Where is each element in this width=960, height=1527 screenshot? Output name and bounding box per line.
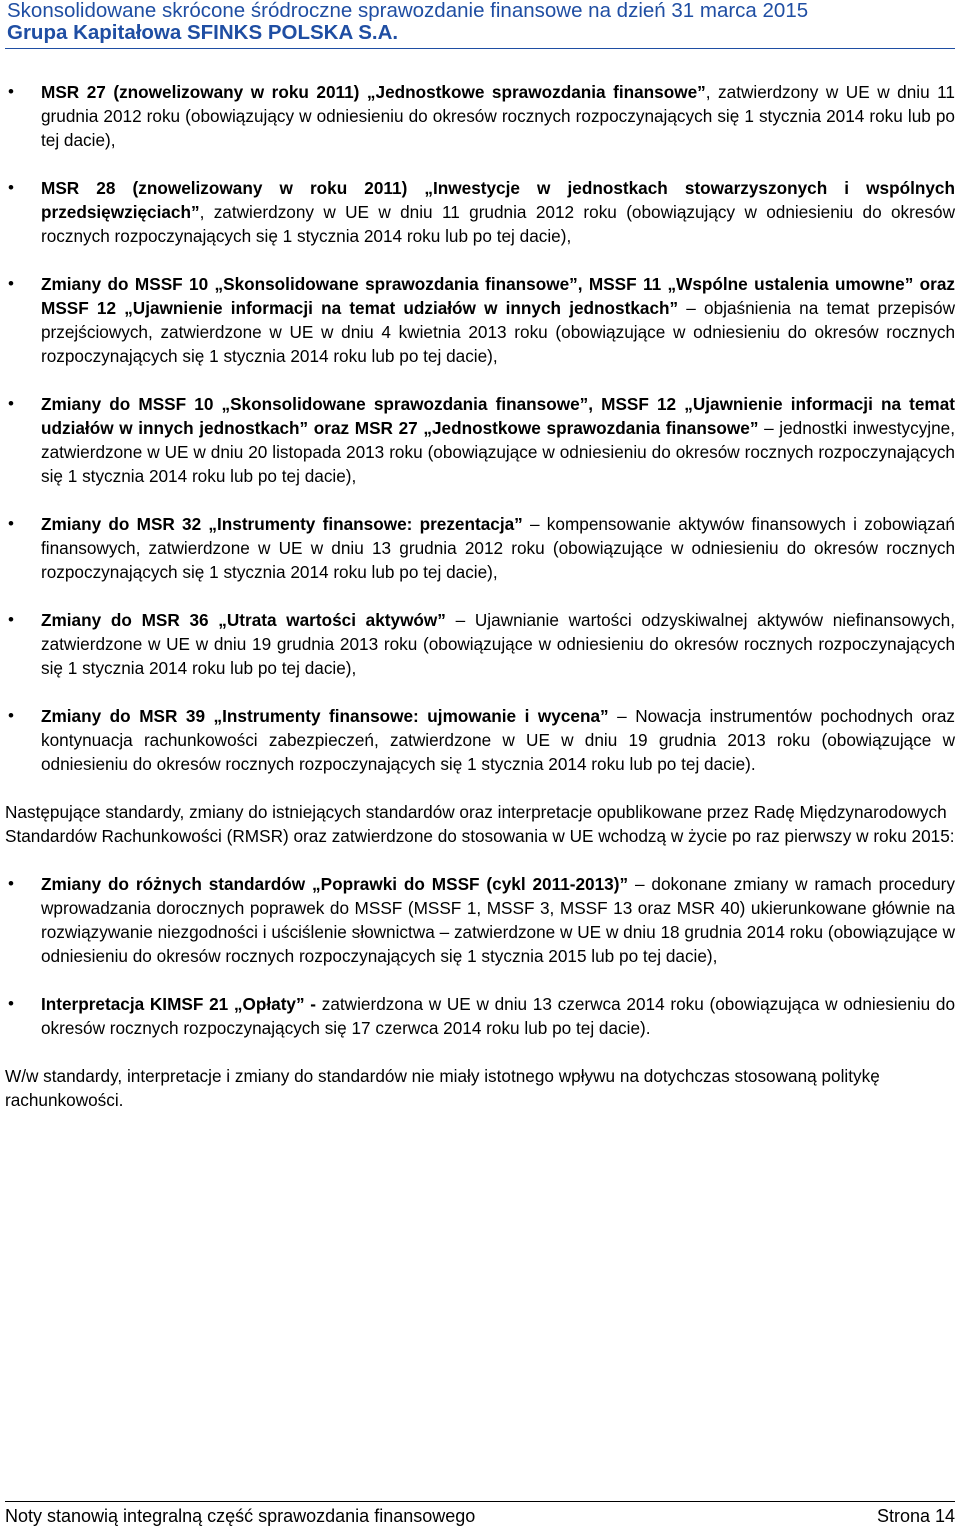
list-item: • Zmiany do MSSF 10 „Skonsolidowane sprawozdania finansowe”, MSSF 11 „Wspólne ustalenia umowne” oraz MSSF 12 „Ujawnienie informacji na temat udziałów w innych jednostkach” – objaśnienia na temat przepisów przejściowych, zatwierdzone w UE w dniu 4 kwietnia 2013 roku (obowiązujące w odniesieniu do okresów rocznych rozpoczynających się 1 stycznia 2014 roku lub po tej dacie), [5, 272, 955, 368]
page-number: Strona 14 [876, 1506, 955, 1526]
footer-note: Noty stanowią integralną część sprawozdania finansowego [5, 1506, 476, 1526]
report-title: Skonsolidowane skrócone śródroczne sprawozdanie finansowe na dzień 31 marca 2015 [7, 0, 809, 22]
company-name: Grupa Kapitałowa SFINKS POLSKA S.A. [7, 21, 399, 44]
list-item: • Zmiany do MSR 36 „Utrata wartości aktywów” – Ujawnianie wartości odzyskiwalnej aktywów niefinansowych, zatwierdzone w UE w dniu 19 grudnia 2013 roku (obowiązujące w odniesieniu do okresów rocznych rozpoczynających się 1 stycznia 2014 roku lub po tej dacie), [5, 608, 955, 680]
list-item: • MSR 27 (znowelizowany w roku 2011) „Jednostkowe sprawozdania finansowe”, zatwierdzony w UE w dniu 11 grudnia 2012 roku (obowiązujący w odniesieniu do okresów rocznych rozpoczynających się 1 stycznia 2014 roku lub po tej dacie), [5, 80, 955, 152]
list-item: • Interpretacja KIMSF 21 „Opłaty” - zatwierdzona w UE w dniu 13 czerwca 2014 roku (obowiązująca w odniesieniu do okresów rocznych rozpoczynających się 17 czerwca 2014 roku lub po tej dacie). [5, 992, 955, 1040]
list-item: • MSR 28 (znowelizowany w roku 2011) „Inwestycje w jednostkach stowarzyszonych i wspólnych przedsięwzięciach”, zatwierdzony w UE w dniu 11 grudnia 2012 roku (obowiązujący w odniesieniu do okresów rocznych rozpoczynających się 1 stycznia 2014 roku lub po tej dacie), [5, 176, 955, 248]
page-footer [5, 1501, 955, 1527]
header-divider [5, 48, 955, 49]
standards-list-2015 [5, 872, 955, 1040]
page-header [7, 0, 955, 44]
list-item: • Zmiany do MSR 39 „Instrumenty finansowe: ujmowanie i wycena” – Nowacja instrumentów pochodnych oraz kontynuacja rachunkowości zabezpieczeń, zatwierdzone w UE w dniu 19 grudnia 2013 roku (obowiązujące w odniesieniu do okresów rocznych rozpoczynających się 1 stycznia 2014 roku lub po tej dacie). [5, 704, 955, 776]
list-item: • Zmiany do różnych standardów „Poprawki do MSSF (cykl 2011-2013)” – dokonane zmiany w ramach procedury wprowadzania dorocznych poprawek do MSSF (MSSF 1, MSSF 3, MSSF 13 oraz MSR 40) ukierunkowane głównie na rozwiązywanie niezgodności i uściślenie słownictwa – zatwierdzone w UE w dniu 18 grudnia 2014 roku (obowiązujące w odniesieniu do okresów rocznych rozpoczynających się 1 stycznia 2015 lub po tej dacie), [5, 872, 955, 968]
intro-paragraph: Następujące standardy, zmiany do istniejących standardów oraz interpretacje opublikowane przez Radę Międzynarodowych Standardów Rachunkowości (RMSR) oraz zatwierdzone do stosowania w UE wchodzą w życie po raz pierwszy w roku 2015: [5, 802, 955, 846]
closing-paragraph: W/w standardy, interpretacje i zmiany do standardów nie miały istotnego wpływu na dotychczas stosowaną politykę rachunkowości. [5, 1066, 880, 1110]
standards-list-2014 [5, 80, 955, 776]
list-item: • Zmiany do MSR 32 „Instrumenty finansowe: prezentacja” – kompensowanie aktywów finansowych i zobowiązań finansowych, zatwierdzone w UE w dniu 13 grudnia 2012 roku (obowiązujące w odniesieniu do okresów rocznych rozpoczynających się 1 stycznia 2014 roku lub po tej dacie), [5, 512, 955, 584]
main-content [5, 80, 955, 1112]
list-item: • Zmiany do MSSF 10 „Skonsolidowane sprawozdania finansowe”, MSSF 12 „Ujawnienie informacji na temat udziałów w innych jednostkach” oraz MSR 27 „Jednostkowe sprawozdania finansowe” – jednostki inwestycyjne, zatwierdzone w UE w dniu 20 listopada 2013 roku (obowiązujące w odniesieniu do okresów rocznych rozpoczynających się 1 stycznia 2014 roku lub po tej dacie), [5, 392, 955, 488]
